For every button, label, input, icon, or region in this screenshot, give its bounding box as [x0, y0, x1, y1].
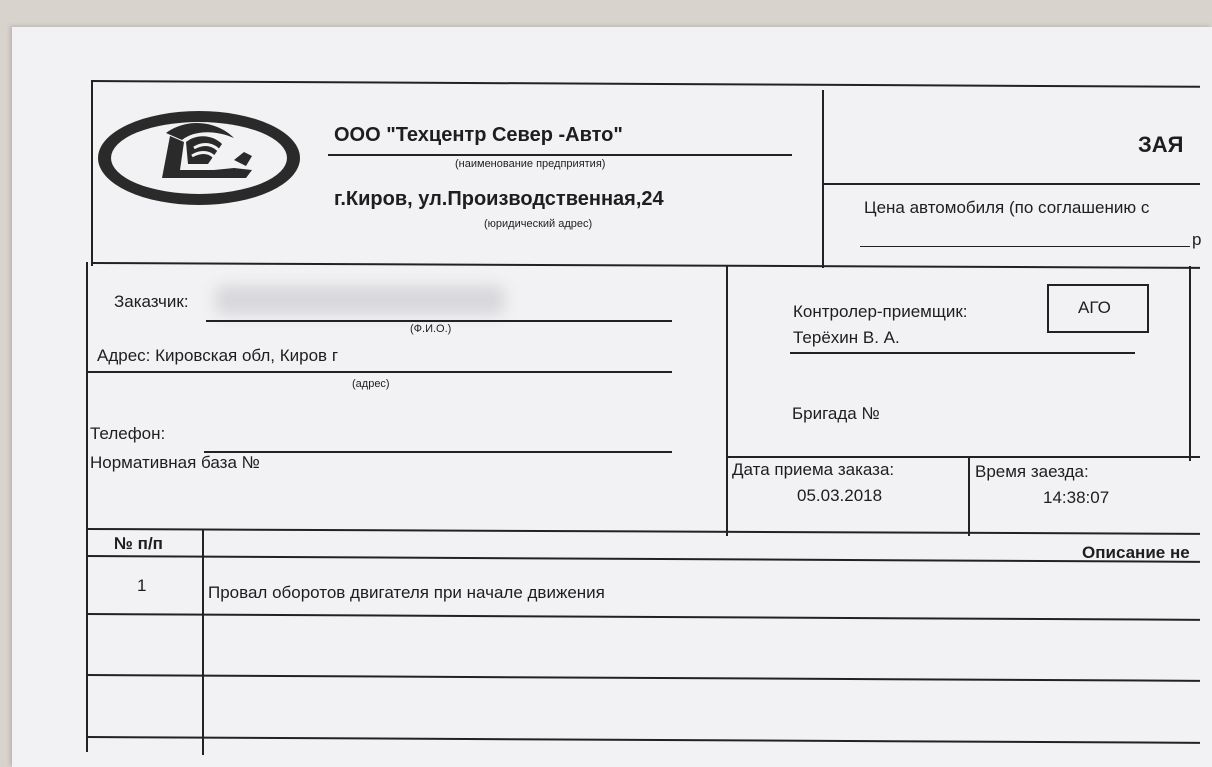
car-price-label: Цена автомобиля (по соглашению с: [864, 198, 1150, 217]
company-name: ООО "Техцентр Север -Авто": [334, 124, 623, 146]
arrival-time-value: 14:38:07: [1043, 488, 1110, 507]
norm-base-label: Нормативная база №: [90, 453, 260, 472]
company-address-caption: (юридический адрес): [484, 218, 593, 230]
brigade-label: Бригада №: [792, 404, 880, 423]
form-title: ЗАЯ: [1138, 132, 1184, 157]
company-address: г.Киров, ул.Производственная,24: [334, 188, 664, 210]
inspector-code: АГО: [1078, 298, 1111, 317]
customer-name-caption: (Ф.И.О.): [410, 323, 452, 335]
car-price-unit: р: [1192, 230, 1202, 249]
column-header-description: Описание не: [1082, 543, 1190, 562]
inspector-name: Терёхин В. А.: [793, 328, 900, 347]
redacted-customer-name: [215, 285, 505, 315]
order-date-label: Дата приема заказа:: [732, 460, 895, 479]
customer-address-caption: (адрес): [352, 378, 390, 390]
column-header-number: № п/п: [114, 534, 163, 553]
customer-address: Адрес: Кировская обл, Киров г: [97, 346, 339, 365]
customer-label: Заказчик:: [114, 292, 189, 311]
order-date-value: 05.03.2018: [797, 486, 883, 505]
row-1-number: 1: [137, 576, 147, 595]
row-1-description: Провал оборотов двигателя при начале движения: [208, 583, 605, 602]
phone-label: Телефон:: [90, 424, 166, 443]
arrival-time-label: Время заезда:: [975, 462, 1089, 481]
lada-logo: [96, 108, 302, 208]
company-name-caption: (наименование предприятия): [455, 158, 606, 170]
inspector-label: Контролер-приемщик:: [793, 302, 968, 321]
